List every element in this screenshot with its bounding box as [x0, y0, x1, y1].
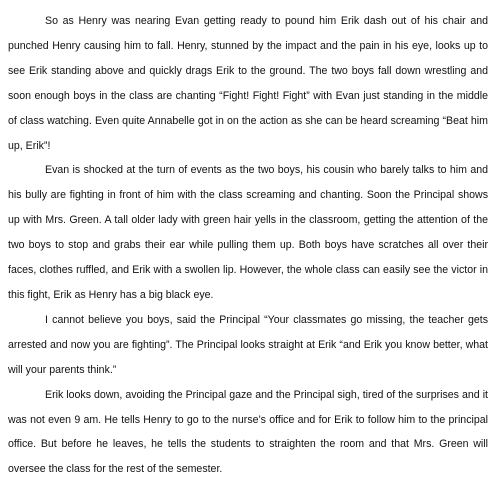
paragraph-1: So as Henry was nearing Evan getting ready to pound him Erik dash out of his chair and punched Henry causing him to fall. Henry, stunned by the impact and the pain in his eye, looks up to see Erik standing above and quickly drags Erik to the ground. The two boys fall down wrestling and soon enough boys in the class are chanting “Fight! Fight! Fight” with Evan just standing in the middle of class watching. Even quite Annabelle got in on the action as she can be heard screaming “Beat him up, Erik”! [8, 15, 488, 152]
paragraph-2: Evan is shocked at the turn of events as the two boys, his cousin who barely talks to him and his bully are fighting in front of him with the class screaming and chanting. Soon the Principal shows up with Mrs. Green. A tall older lady with green hair yells in the classroom, getting the attention of the two boys to stop and grabs their ear while pulling them up. Both boys have scratches all over their faces, clothes ruffled, and Erik with a swollen lip. However, the whole class can easily see the victor in this fight, Erik as Henry has a big black eye. [8, 164, 488, 301]
document-body [8, 9, 488, 482]
paragraph-3: I cannot believe you boys, said the Principal “Your classmates go missing, the teacher gets arrested and now you are fighting”. The Principal looks straight at Erik “and Erik you know better, what will your parents think.” [8, 313, 488, 376]
paragraph-4: Erik looks down, avoiding the Principal gaze and the Principal sigh, tired of the surprises and it was not even 9 am. He tells Henry to go to the nurse’s office and for Erik to follow him to the principal office. But before he leaves, he tells the students to straighten the room and that Mrs. Green will oversee the class for the rest of the semester. [8, 388, 488, 476]
